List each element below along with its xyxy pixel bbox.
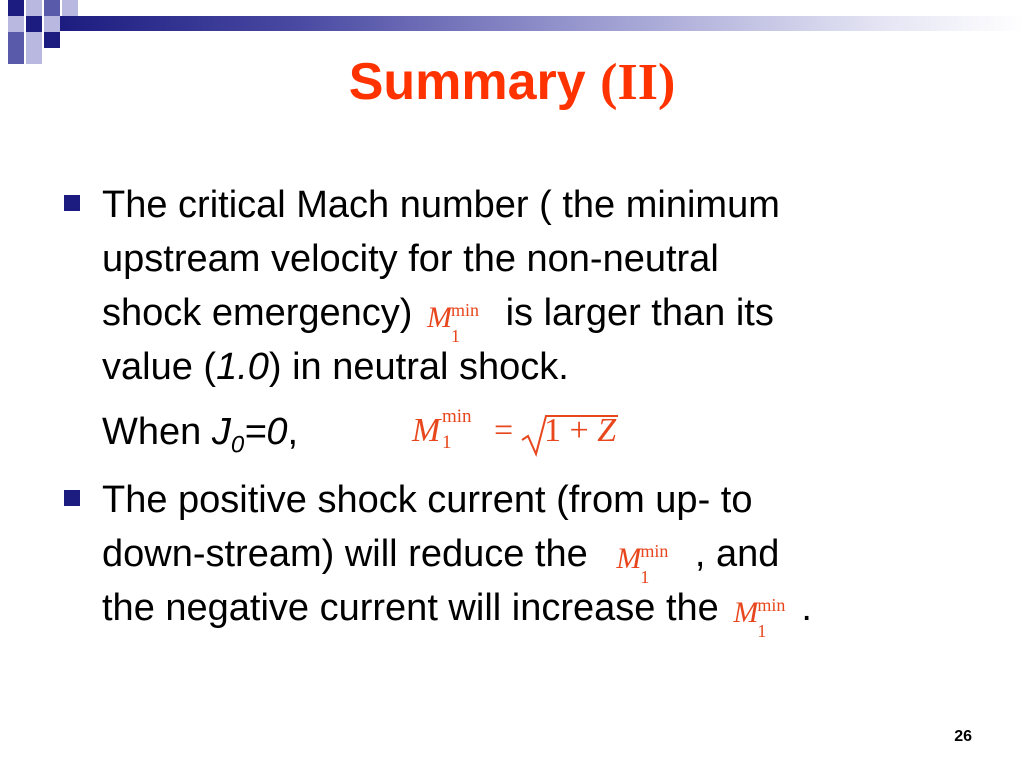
radicand-plus: + [569,412,589,449]
radicand-one: 1 [544,412,561,449]
slide-number: 26 [954,728,972,745]
when-comma: , [287,411,299,453]
bullet-1-line-part: ) in neutral shock. [268,346,569,388]
mach-formula [408,406,628,462]
header-square [26,32,42,48]
header-square [8,16,24,32]
bullet-2-line-part: , and [694,533,780,575]
header-gradient-bar [58,16,1024,31]
bullet-1-line-part: shock emergency) [102,292,413,334]
header-square [44,32,60,48]
bullet-2-line-part: the negative current will increase the [102,587,719,629]
when-sub: 0 [230,431,245,459]
mach-min-symbol [729,586,801,641]
mach-m: M [733,596,759,629]
bullet-square-icon [64,490,80,506]
bullet-1-line [102,340,932,394]
mach-m: M [616,542,642,575]
header-square [44,0,60,16]
mach-sup: min [640,541,669,561]
header-square [62,0,78,16]
header-square [26,0,42,16]
mach-sup: min [757,595,786,615]
slide-title [0,52,1024,112]
header-square [44,16,60,32]
when-var: J [211,411,231,453]
mach-sub: 1 [640,567,650,587]
mach-sup: min [451,300,480,320]
header-square [8,0,24,16]
bullet-2-line [102,527,932,587]
bullet-1-line: The critical Mach number ( the minimum [102,184,780,226]
bullet-1-line-part: is larger than its [505,292,774,334]
bullet-square-icon [64,195,80,211]
when-rest: =0 [244,411,288,453]
mach-sub: 1 [451,326,461,346]
bullet-2-line [102,581,932,641]
when-label: When [102,411,202,453]
neutral-value: 1.0 [216,346,269,388]
bullet-2-text [102,473,932,641]
formula-radicand [544,412,616,450]
mach-min-symbol [423,291,495,346]
bullet-2-line: The positive shock current (from up- to [102,479,753,521]
bullet-1-line-part: value ( [102,346,217,388]
formula-sup: min [442,406,472,427]
bullet-2-line-part: down-stream) will reduce the [102,533,588,575]
bullet-2-line-part: . [801,587,812,629]
mach-sub: 1 [757,621,767,641]
header-square [26,16,42,32]
title-roman: (II) [600,54,676,111]
title-main: Summary [348,53,586,111]
formula-sub: 1 [442,432,452,453]
mach-m: M [427,301,453,334]
radicand-z: Z [597,412,617,449]
formula-equals: = [494,412,514,449]
bullet-1-line [102,286,932,346]
bullet-1-line: upstream velocity for the non-neutral [102,238,719,280]
mach-min-symbol [612,532,684,587]
bullet-1-text [102,178,932,394]
formula-m: M [412,412,441,449]
header-square [8,32,24,48]
